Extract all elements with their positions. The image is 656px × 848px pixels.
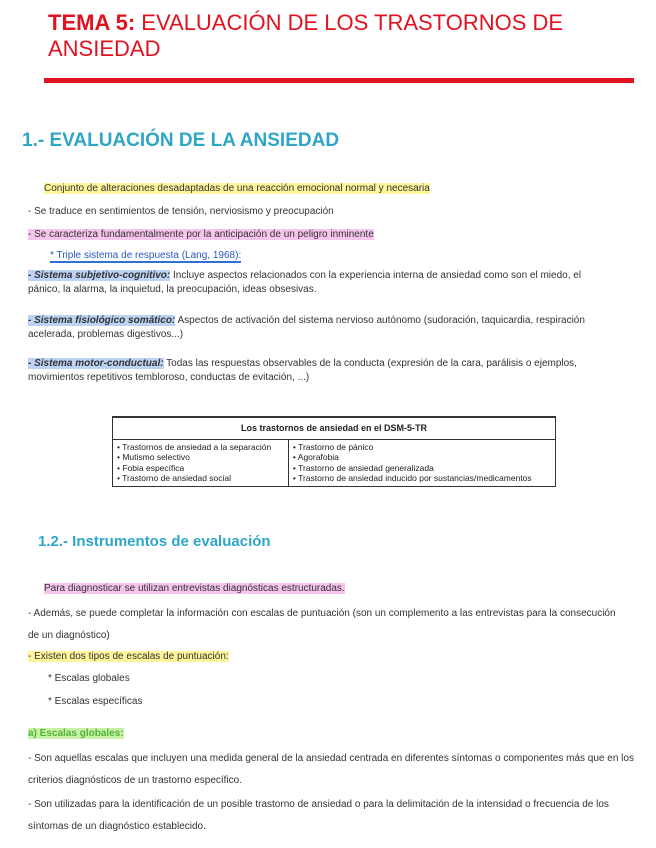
dsm-disorder: • Trastorno de pánico bbox=[292, 441, 374, 452]
section2-line1: - Además, se puede completar la información con escalas de puntuación (son un complemento a las entrevistas para la consecución de un diagnóstico) bbox=[28, 608, 616, 641]
cognitive-system: - Sistema subjetivo-cognitivo: Incluye aspectos relacionados con la experiencia interna de ansiedad como son el miedo, el pánico, la alarma, la inquietud, la preocupación, ideas obsesivas. bbox=[28, 270, 582, 295]
bullet-specific-scales: * Escalas específicas bbox=[48, 696, 143, 707]
title-prefix: TEMA 5: bbox=[48, 10, 136, 35]
triple-system-heading: * Triple sistema de respuesta (Lang, 1968): bbox=[50, 250, 242, 261]
title-text: EVALUACIÓN DE LOS TRASTORNOS DE ANSIEDAD bbox=[48, 10, 564, 61]
section2-intro: Para diagnosticar se utilizan entrevistas diagnósticas estructuradas. bbox=[44, 583, 345, 594]
dsm-disorder: • Trastornos de ansiedad a la separación bbox=[117, 441, 272, 452]
global-scales-line2: - Son utilizadas para la identificación de un posible trastorno de ansiedad o para la delimitación de la intensidad o frecuencia de los síntomas de un diagnóstico establecido. bbox=[28, 799, 609, 832]
dsm-disorder: • Trastorno de ansiedad inducido por sustancias/medicamentos bbox=[292, 473, 532, 483]
global-scales-heading: a) Escalas globales: bbox=[28, 728, 124, 739]
dsm-disorder: • Trastorno de ansiedad social bbox=[117, 473, 232, 483]
dsm-table bbox=[112, 416, 556, 487]
dsm-disorder: • Trastorno de ansiedad generalizada bbox=[292, 462, 434, 473]
dsm-disorder: • Mutismo selectivo bbox=[117, 452, 190, 462]
title-divider bbox=[44, 78, 634, 83]
bullet-global-scales: * Escalas globales bbox=[48, 673, 130, 684]
section2-line2: - Existen dos tipos de escalas de puntuación: bbox=[28, 651, 229, 662]
dsm-table-left-column bbox=[113, 439, 289, 486]
section1-intro: Conjunto de alteraciones desadaptadas de una reacción emocional normal y necesaria bbox=[44, 183, 430, 194]
document-title bbox=[48, 10, 628, 62]
section1-line1: - Se traduce en sentimientos de tensión, nerviosismo y preocupación bbox=[28, 206, 334, 217]
dsm-disorder: • Fobia específica bbox=[117, 462, 185, 473]
dsm-table-title: Los trastornos de ansiedad en el DSM-5-TR bbox=[113, 417, 556, 439]
section1-line2: - Se caracteriza fundamentalmente por la anticipación de un peligro inminente bbox=[28, 229, 374, 240]
section-heading-1: 1.- EVALUACIÓN DE LA ANSIEDAD bbox=[22, 130, 340, 151]
global-scales-line1: - Son aquellas escalas que incluyen una medida general de la ansiedad centrada en diferentes síntomas o componentes más que en los criterios diagnósticos de un trastorno específico. bbox=[28, 753, 634, 786]
section-heading-2: 1.2.- Instrumentos de evaluación bbox=[38, 533, 271, 550]
physiological-system: - Sistema fisiológico somático: Aspectos de activación del sistema nervioso autónomo (sudoración, taquicardia, respiración acelerada, problemas digestivos...) bbox=[28, 315, 585, 340]
dsm-table-right-column bbox=[288, 439, 555, 486]
motor-system: - Sistema motor-conductual: Todas las respuestas observables de la conducta (expresión de la cara, parálisis o ejemplos, movimientos repetitivos tembloroso, conductas de evitación, ...) bbox=[28, 358, 577, 383]
dsm-disorder: • Agorafobia bbox=[292, 452, 339, 462]
